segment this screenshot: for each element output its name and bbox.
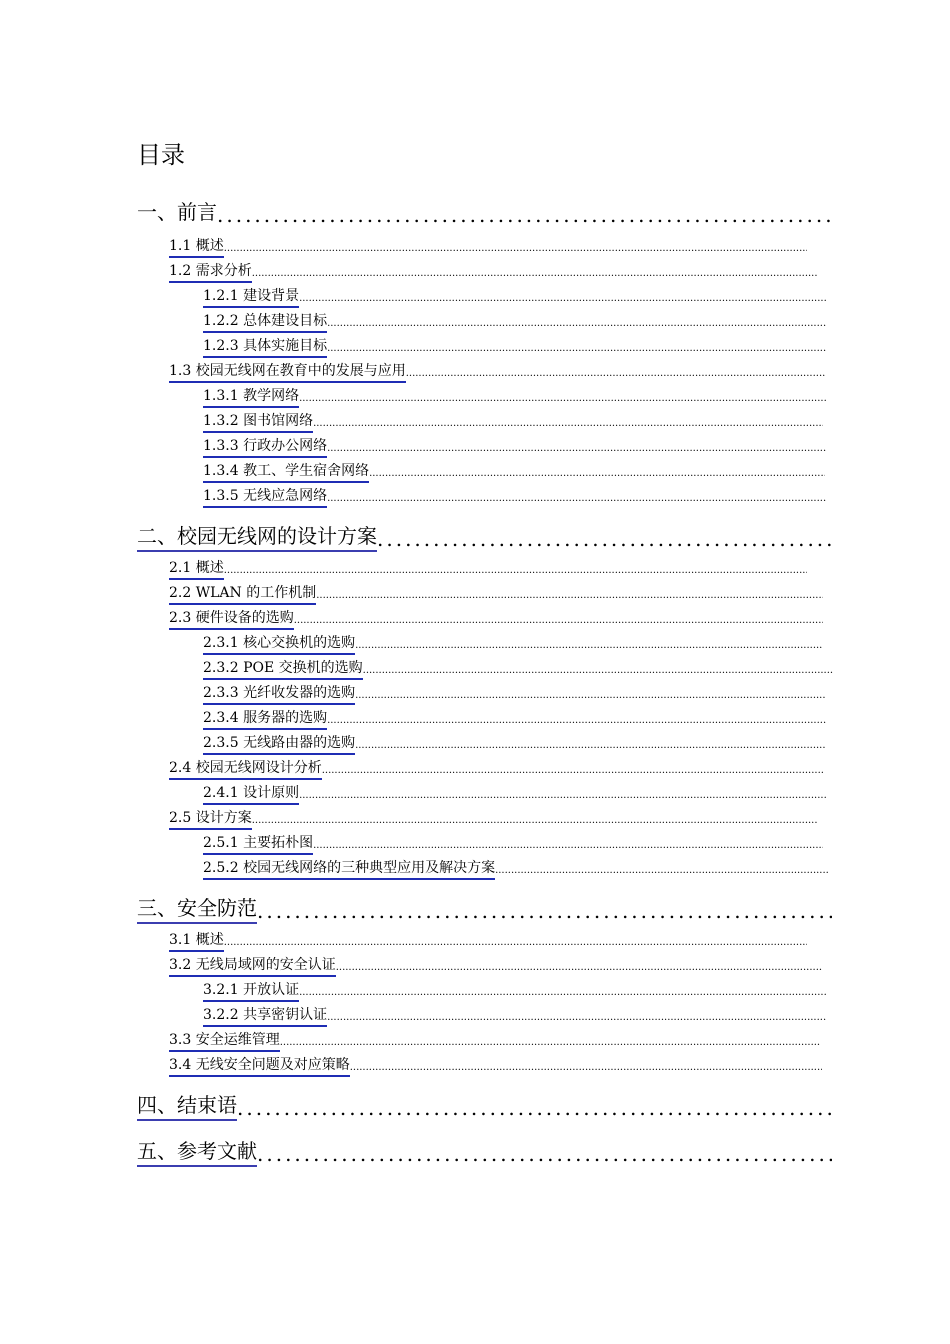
toc-entry[interactable]: [203, 461, 825, 483]
toc-leader-dots: [224, 238, 807, 258]
toc-entry-link[interactable]: 2.3.1 核心交换机的选购: [203, 634, 355, 655]
toc-entry[interactable]: [169, 1030, 820, 1052]
toc-entry-link[interactable]: 2.5 设计方案: [169, 809, 252, 830]
toc-entry[interactable]: [203, 708, 826, 730]
toc-leader-dots: [313, 835, 823, 855]
toc-entry[interactable]: [203, 436, 826, 458]
toc-leader-dots: [257, 1141, 832, 1167]
toc-leader-dots: [355, 635, 823, 655]
toc-leader-dots: [327, 438, 826, 458]
toc-leader-dots: [406, 363, 826, 383]
toc-entry[interactable]: [203, 486, 826, 508]
toc-entry-link[interactable]: 1.3.3 行政办公网络: [203, 437, 327, 458]
toc-leader-dots: [377, 526, 832, 552]
toc-entry[interactable]: [203, 733, 826, 755]
toc-leader-dots: [257, 898, 832, 924]
toc-leader-dots: [299, 785, 826, 805]
toc-entry-link[interactable]: 1.3.1 教学网络: [203, 387, 299, 408]
toc-leader-dots: [322, 760, 823, 780]
toc-entry-link[interactable]: 2.3.2 POE 交换机的选购: [203, 659, 363, 680]
toc-entry-link[interactable]: 3.3 安全运维管理: [169, 1031, 280, 1052]
toc-entry[interactable]: [137, 894, 832, 924]
toc-leader-dots: [299, 288, 826, 308]
toc-entry-link[interactable]: 1.1 概述: [169, 237, 224, 258]
toc-entry[interactable]: [169, 955, 822, 977]
toc-leader-dots: [495, 860, 828, 880]
toc-leader-dots: [327, 1007, 826, 1027]
toc-leader-dots: [327, 488, 826, 508]
toc-leader-dots: [327, 710, 826, 730]
toc-entry-link[interactable]: 2.2 WLAN 的工作机制: [169, 584, 316, 605]
toc-entry[interactable]: [169, 261, 818, 283]
toc-entry[interactable]: [203, 633, 823, 655]
toc-leader-dots: [336, 957, 822, 977]
toc-entry[interactable]: [203, 411, 823, 433]
toc-leader-dots: [316, 585, 823, 605]
toc-entry[interactable]: [169, 608, 823, 630]
toc-entry[interactable]: [169, 558, 807, 580]
toc-entry-link[interactable]: 1.2 需求分析: [169, 262, 252, 283]
toc-entry[interactable]: [203, 833, 823, 855]
toc-entry-link[interactable]: 2.3.5 无线路由器的选购: [203, 734, 355, 755]
toc-entry[interactable]: [169, 236, 807, 258]
toc-leader-dots: [369, 463, 825, 483]
toc-entry-link[interactable]: 3.4 无线安全问题及对应策略: [169, 1056, 350, 1077]
toc-leader-dots: [224, 932, 807, 952]
toc-leader-dots: [327, 313, 826, 333]
toc-leader-dots: [363, 660, 834, 680]
toc-entry-link[interactable]: 五、参考文献: [137, 1138, 257, 1167]
toc-entry-link[interactable]: 1.2.1 建设背景: [203, 287, 299, 308]
toc-entry[interactable]: [137, 1137, 832, 1167]
toc-entry-link[interactable]: 2.3.3 光纤收发器的选购: [203, 684, 355, 705]
toc-entry[interactable]: [169, 583, 823, 605]
toc-entry[interactable]: [169, 808, 818, 830]
toc-entry[interactable]: [169, 758, 823, 780]
toc-entry-link[interactable]: 三、安全防范: [137, 895, 257, 924]
toc-leader-dots: [355, 685, 826, 705]
toc-entry-link[interactable]: 3.2 无线局域网的安全认证: [169, 956, 336, 977]
toc-leader-dots: [327, 338, 826, 358]
toc-entry-link[interactable]: 二、校园无线网的设计方案: [137, 523, 377, 552]
toc-entry-link[interactable]: 1.2.2 总体建设目标: [203, 312, 327, 333]
toc-entry-link[interactable]: 3.2.2 共享密钥认证: [203, 1006, 327, 1027]
toc-entry[interactable]: [203, 1005, 826, 1027]
toc-leader-dots: [299, 982, 826, 1002]
toc-leader-dots: [350, 1057, 822, 1077]
toc-entry-link[interactable]: 1.2.3 具体实施目标: [203, 337, 327, 358]
toc-entry[interactable]: [203, 336, 826, 358]
toc-leader-dots: [237, 1095, 832, 1121]
toc-entry[interactable]: [169, 1055, 822, 1077]
toc-leader-dots: [355, 735, 826, 755]
toc-leader-dots: [280, 1032, 820, 1052]
toc-entry-link[interactable]: 2.1 概述: [169, 559, 224, 580]
toc-leader-dots: [299, 388, 826, 408]
toc-entry[interactable]: [203, 858, 828, 880]
toc-leader-dots: [252, 810, 818, 830]
toc-entry-link[interactable]: 3.1 概述: [169, 931, 224, 952]
toc-entry-link[interactable]: 2.4 校园无线网设计分析: [169, 759, 322, 780]
toc-entry[interactable]: [203, 311, 826, 333]
toc-leader-dots: [252, 263, 818, 283]
toc-entry[interactable]: [137, 198, 832, 228]
toc-entry[interactable]: [203, 658, 834, 680]
page-title: 目录: [137, 141, 185, 169]
toc-entry[interactable]: [169, 930, 807, 952]
toc-entry-link[interactable]: 1.3.2 图书馆网络: [203, 412, 313, 433]
toc-entry-link[interactable]: 一、前言: [137, 200, 217, 224]
toc-entry-link[interactable]: 2.3.4 服务器的选购: [203, 709, 327, 730]
toc-leader-dots: [224, 560, 807, 580]
toc-entry-link[interactable]: 2.4.1 设计原则: [203, 784, 299, 805]
toc-entry-link[interactable]: 2.3 硬件设备的选购: [169, 609, 294, 630]
toc-leader-dots: [294, 610, 823, 630]
toc-entry-link[interactable]: 1.3 校园无线网在教育中的发展与应用: [169, 362, 406, 383]
toc-entry-link[interactable]: 1.3.4 教工、学生宿舍网络: [203, 462, 369, 483]
toc-entry-link[interactable]: 四、结束语: [137, 1092, 237, 1121]
toc-entry[interactable]: [169, 361, 826, 383]
toc-entry-link[interactable]: 2.5.2 校园无线网络的三种典型应用及解决方案: [203, 859, 495, 880]
toc-entry[interactable]: [137, 1091, 832, 1121]
toc-entry-link[interactable]: 1.3.5 无线应急网络: [203, 487, 327, 508]
toc-leader-dots: [313, 413, 823, 433]
toc-entry[interactable]: [203, 783, 826, 805]
toc-entry-link[interactable]: 2.5.1 主要拓朴图: [203, 834, 313, 855]
toc-entry[interactable]: [203, 386, 826, 408]
toc-entry[interactable]: [203, 683, 826, 705]
toc-entry-link[interactable]: 3.2.1 开放认证: [203, 981, 299, 1002]
toc-leader-dots: [217, 202, 832, 228]
toc-entry[interactable]: [203, 980, 826, 1002]
toc-entry[interactable]: [203, 286, 826, 308]
toc-entry[interactable]: [137, 522, 832, 552]
